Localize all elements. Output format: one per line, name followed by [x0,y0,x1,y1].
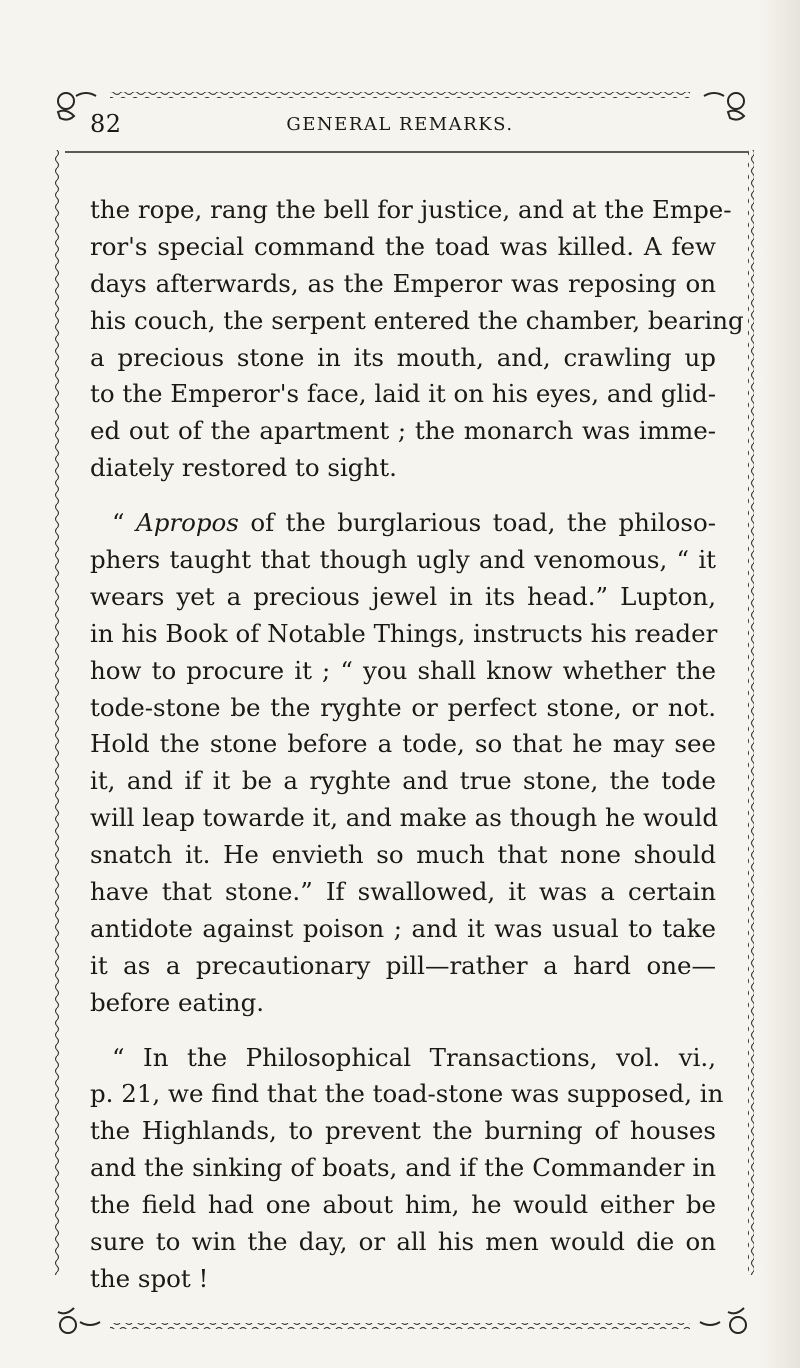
text-line: will leap towarde it, and make as though he would [90,803,719,833]
text-line: have that stone.” If swallowed, it was a certain [90,877,716,907]
text-line: his couch, the serpent entered the chamber, bearing [90,305,744,335]
text-line: it as a precautionary pill—rather a hard one— [90,950,716,980]
text-line: phers taught that though ugly and venomous, “ it [90,545,716,575]
running-head: GENERAL REMARKS. [286,114,514,135]
text-line: ror's special command the toad was killed. A few [90,231,716,261]
body-text [90,192,744,1298]
text-line: the Highlands, to prevent the burning of houses [90,1116,716,1146]
text-line: and the sinking of boats, and if the Commander in [90,1153,716,1183]
text-line: wears yet a precious jewel in its head.” Lupton, [90,581,716,611]
page-header [0,110,800,150]
text-line: the field had one about him, he would either be [90,1190,716,1220]
text-line: p. 21, we find that the toad-stone was supposed, in [90,1079,724,1109]
text-line: to the Emperor's face, laid it on his eyes, and glid- [90,379,717,409]
text-line: Hold the stone before a tode, so that he may see [90,729,716,759]
text-line: how to procure it ; “ you shall know whether the [90,655,716,685]
text-line: antidote against poison ; and it was usual to take [90,913,716,943]
text-line: tode-stone be the ryghte or perfect stone, or not. [90,692,716,722]
text-line: “ In the Philosophical Transactions, vol. vi., [112,1042,716,1072]
text-line: the rope, rang the bell for justice, and at the Empe- [90,195,732,224]
text-line: the spot ! [90,1263,209,1293]
italic-word: Apropos [136,508,239,538]
text-line: before eating. [90,987,265,1017]
text-line: ed out of the apartment ; the monarch was imme- [90,416,716,446]
text-line: a precious stone in its mouth, and, crawling up [90,342,716,372]
text-line-lead [90,505,716,542]
text-line: in his Book of Notable Things, instructs his reader [90,618,718,648]
paragraph-1 [90,192,744,487]
page-edge-shadow [760,0,800,1368]
lead-quote: “ [112,508,137,538]
text-line: sure to win the day, or all his men would die on [90,1227,716,1257]
page-number: 82 [90,110,122,138]
paragraph-3 [90,1040,724,1298]
paragraph-2 [90,505,719,1021]
text-line: it, and if it be a ryghte and true stone, the tode [90,766,716,796]
text-line: days afterwards, as the Emperor was reposing on [90,268,716,298]
text-line: snatch it. He envieth so much that none should [90,840,716,870]
text-line: diately restored to sight. [90,453,397,483]
text-line-rest: of the burglarious toad, the philoso- [250,508,716,538]
